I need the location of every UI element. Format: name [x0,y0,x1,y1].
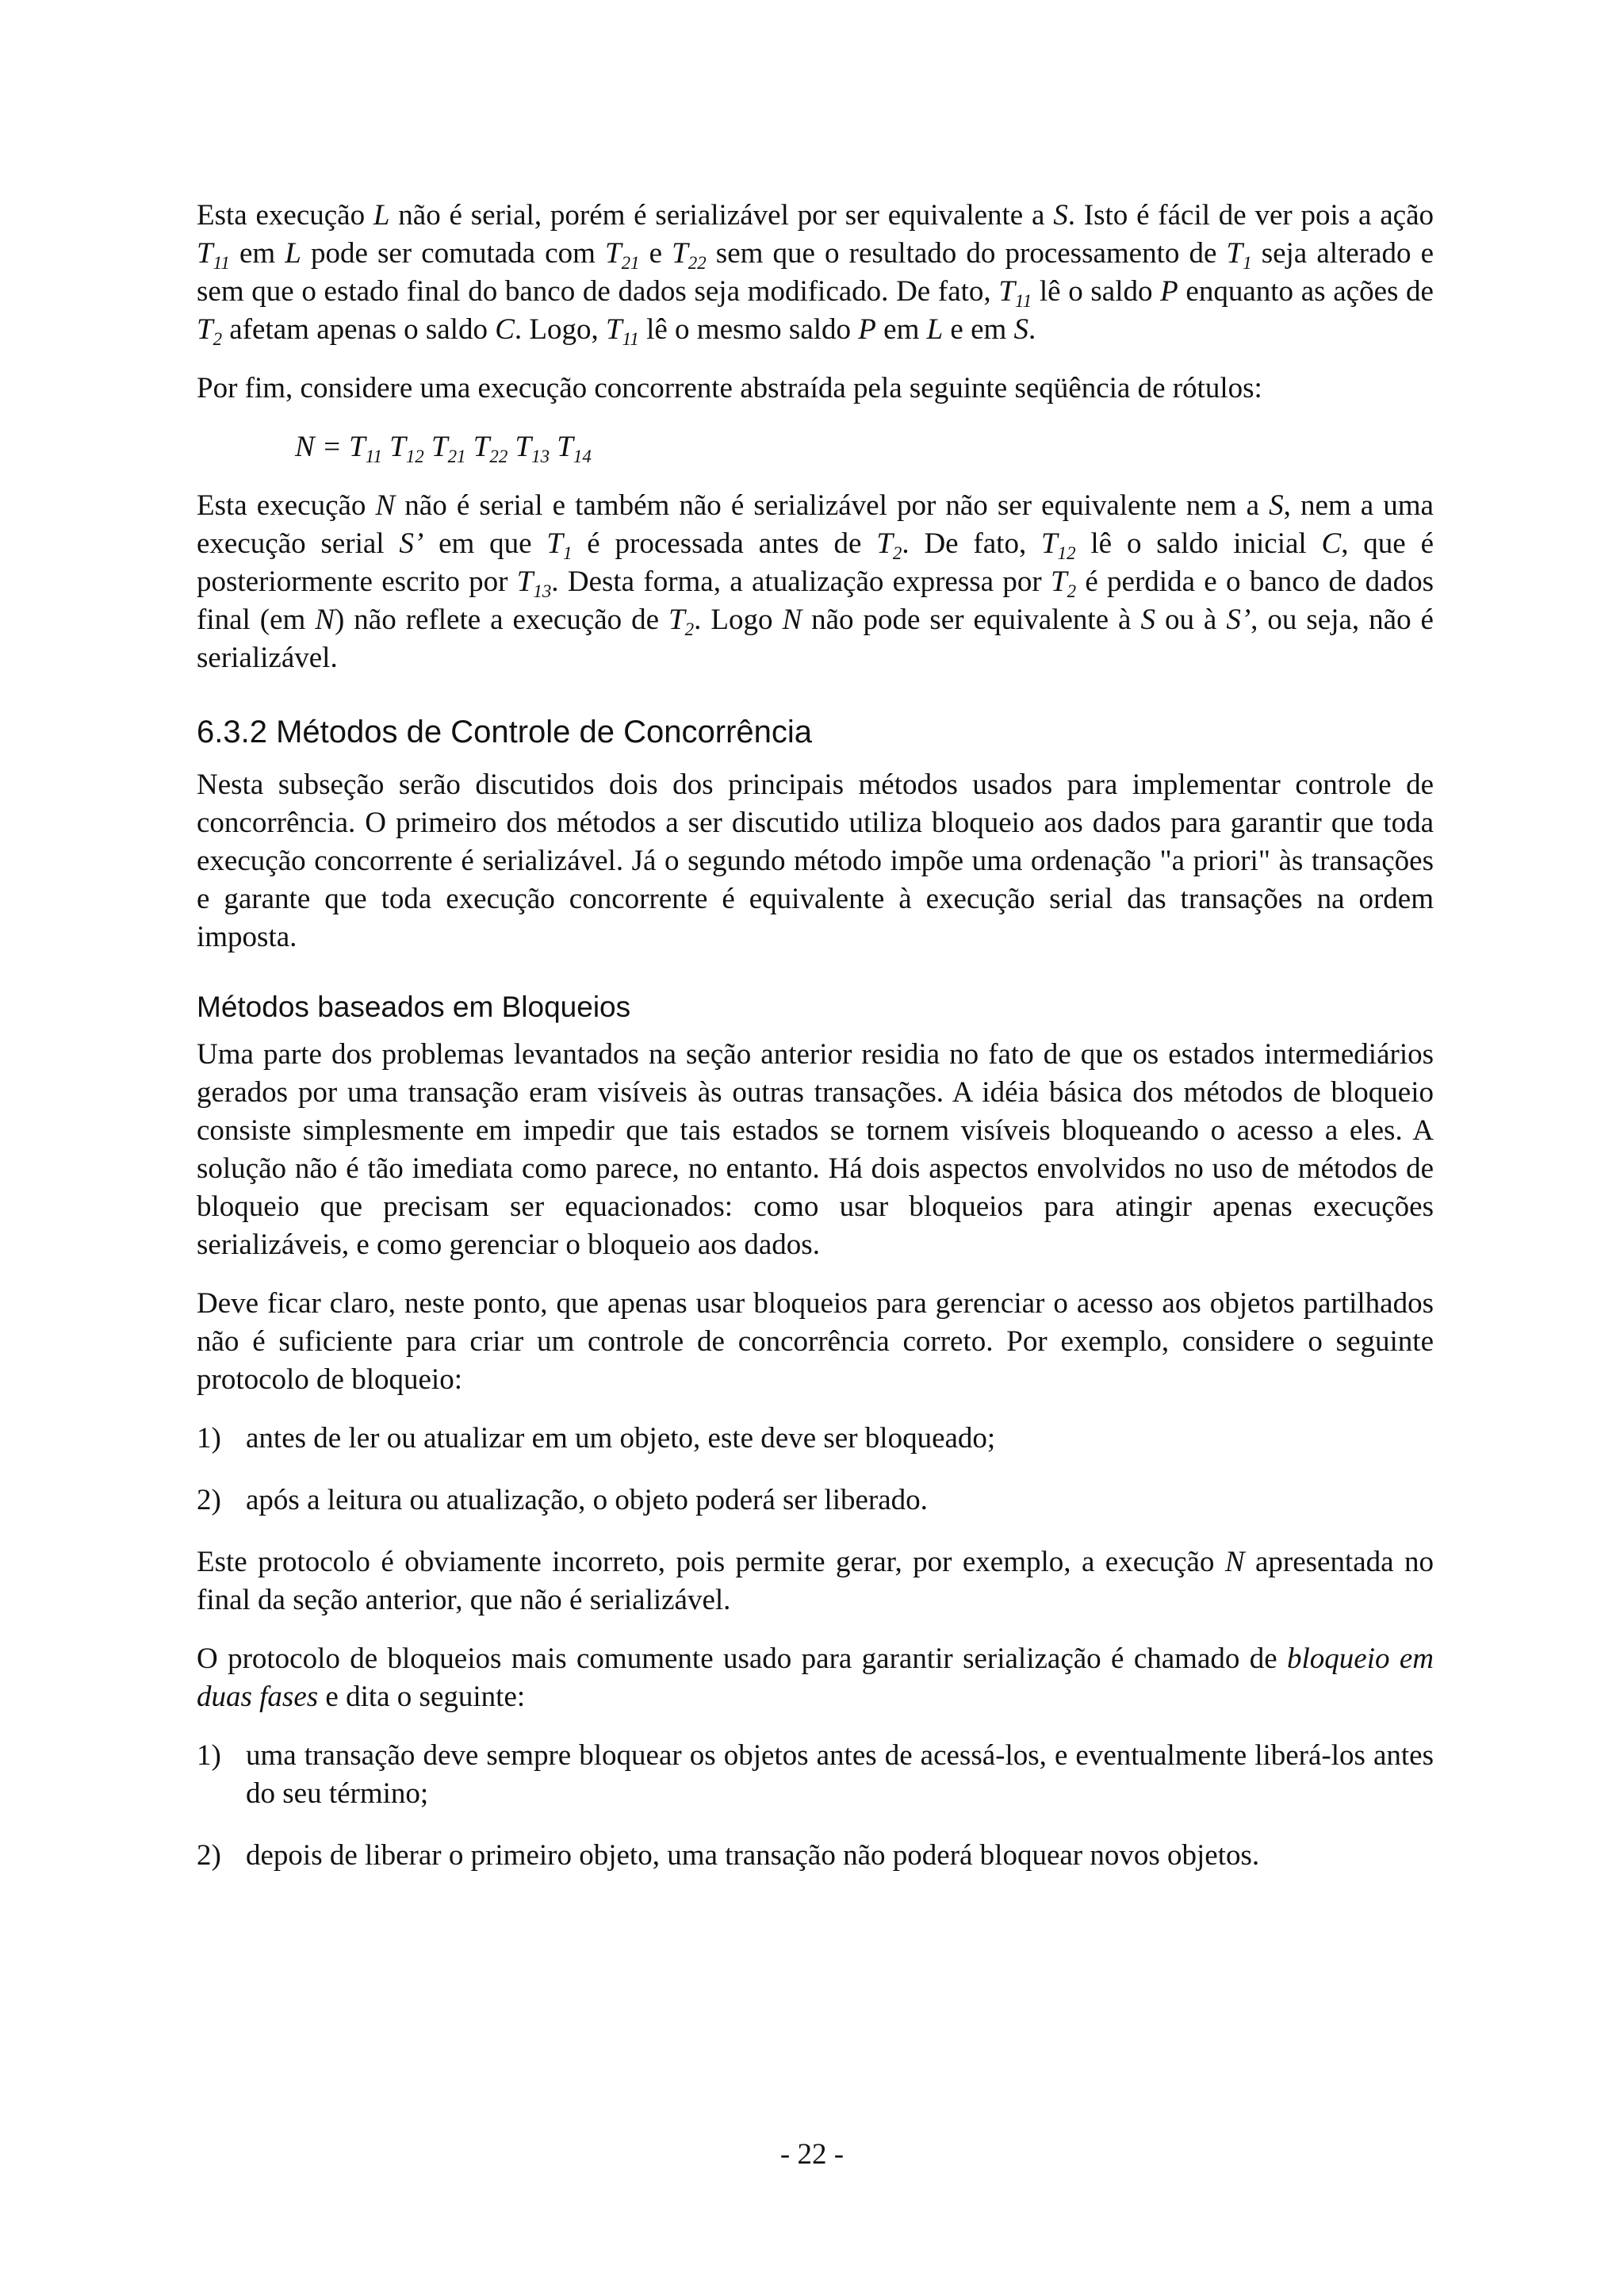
paragraph-por-fim: Por fim, considere uma execução concorrente abstraída pela seguinte seqüência de rótulos: [197,372,1262,404]
paragraph-problemas: Uma parte dos problemas levantados na seção anterior residia no fato de que os estados intermediários gerados por uma transação eram visíveis às outras transações. A idéia básica dos métodos de bloqueio consiste simplesmente em impedir que tais estados se tornem visíveis bloqueando o acesso a eles. A solução não é tão imediata como parece, no entanto. Há dois aspectos envolvidos no uso de métodos de bloqueio que precisam ser equacionados: como usar bloqueios para atingir apenas execuções serializáveis, e como gerenciar o bloqueio aos dados. [197,1038,1434,1261]
list-item [197,1837,1434,1875]
paragraph-subsecao: Nesta subseção serão discutidos dois dos principais métodos usados para implementar controle de concorrência. O primeiro dos métodos a ser discutido utiliza bloqueio aos dados para garantir que toda execução concorrente é serializável. Já o segundo método impõe uma ordenação "a priori" às transações e garante que toda execução concorrente é equivalente à execução serial das transações na ordem imposta. [197,769,1434,953]
list-item [197,1481,1434,1520]
list-item-number: 2) [197,1484,221,1516]
list-item-text: antes de ler ou atualizar em um objeto, este deve ser bloqueado; [246,1422,996,1455]
paragraph-deve-ficar-claro: Deve ficar claro, neste ponto, que apenas usar bloqueios para gerenciar o acesso aos objetos partilhados não é suficiente para criar um controle de concorrência correto. Por exemplo, considere o seguinte protocolo de bloqueio: [197,1287,1434,1396]
list-item-number: 1) [197,1739,221,1772]
list-item [197,1737,1434,1813]
section-heading: 6.3.2 Métodos de Controle de Concorrência [197,715,813,749]
paragraph-execucao-L: Esta execução L não é serial, porém é serializável por ser equivalente a S. Isto é fácil de ver pois a ação $T_{11}$ em L pode ser comutada com $T_{21}$ e $T_{22}$ sem que o resultado do processamento de $T_1$ seja alterado e sem que o estado final do banco de dados seja modificado. De fato, $T_{11}$ lê o saldo P enquanto as ações de $T_2$ afetam apenas o saldo C. Logo, $T_{11}$ lê o mesmo saldo P em L e em S. [197,199,1434,350]
list-item-text: uma transação deve sempre bloquear os objetos antes de acessá-los, e eventualmente liberá-los antes do seu término; [246,1739,1434,1810]
paragraph-protocolo-incorreto: Este protocolo é obviamente incorreto, pois permite gerar, por exemplo, a execução N apresentada no final da seção anterior, que não é serializável. [197,1546,1434,1616]
page-number: - 22 - [779,2138,845,2171]
document-page [197,197,1434,1899]
paragraph-execucao-N: Esta execução N não é serial e também não é serializável por não ser equivalente nem a S, nem a uma execução serial S’ em que $T_1$ é processada antes de $T_2$. De fato, $T_{12}$ lê o saldo inicial C, que é posteriormente escrito por $T_{13}$. Desta forma, a atualização expressa por $T_2$ é perdida e o banco de dados final (em N) não reflete a execução de $T_2$. Logo N não pode ser equivalente à S ou à S’, ou seja, não é serializável. [197,489,1434,674]
list-item [197,1420,1434,1458]
list-item-text: após a leitura ou atualização, o objeto poderá ser liberado. [246,1484,928,1516]
subsection-heading: Métodos baseados em Bloqueios [197,991,631,1023]
list-item-text: depois de liberar o primeiro objeto, uma transação não poderá bloquear novos objetos. [246,1839,1260,1872]
list-item-number: 1) [197,1422,221,1455]
paragraph-duas-fases: O protocolo de bloqueios mais comumente usado para garantir serialização é chamado de bloqueio em duas fases e dita o seguinte: [197,1642,1434,1713]
list-item-number: 2) [197,1839,221,1872]
formula-N: $N = T_{11}$ $T_{12}$ $T_{21}$ $T_{22}$ $T_{13}$ $T_{14}$ [295,431,592,467]
